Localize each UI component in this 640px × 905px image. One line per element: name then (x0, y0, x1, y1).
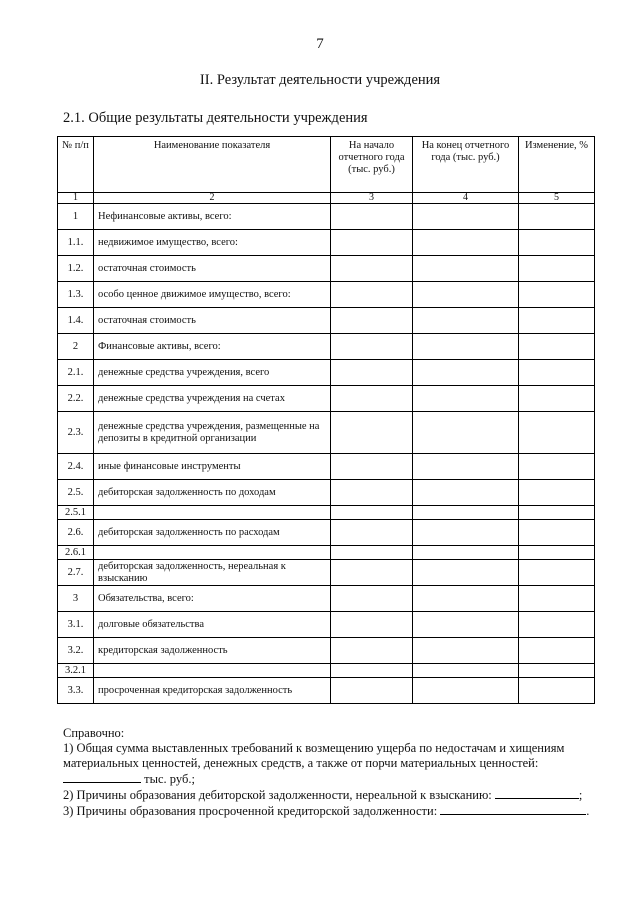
note-1-unit: тыс. руб.; (144, 772, 195, 786)
value-change-cell[interactable] (519, 386, 595, 412)
row-indicator-name: денежные средства учреждения, размещенные на депозиты в кредитной организации (94, 412, 331, 454)
value-start-of-year-cell[interactable] (331, 204, 413, 230)
row-number: 2.5.1 (58, 506, 94, 520)
value-start-of-year-cell[interactable] (331, 638, 413, 664)
table-row (58, 586, 595, 612)
table-row (58, 308, 595, 334)
column-number: 5 (519, 193, 595, 204)
value-start-of-year-cell[interactable] (331, 230, 413, 256)
value-change-cell[interactable] (519, 204, 595, 230)
header-end-of-year: На конец отчетного года (тыс. руб.) (413, 137, 519, 193)
value-start-of-year-cell[interactable] (331, 480, 413, 506)
table-row (58, 546, 595, 560)
note-1-amount-blank[interactable] (63, 771, 141, 783)
value-start-of-year-cell[interactable] (331, 386, 413, 412)
value-start-of-year-cell[interactable] (331, 520, 413, 546)
value-start-of-year-cell[interactable] (331, 664, 413, 678)
results-table (57, 136, 595, 704)
value-end-of-year-cell[interactable] (413, 678, 519, 704)
value-start-of-year-cell[interactable] (331, 546, 413, 560)
value-change-cell[interactable] (519, 546, 595, 560)
header-start-of-year: На начало отчетного года (тыс. руб.) (331, 137, 413, 193)
table-row (58, 664, 595, 678)
note-3-blank[interactable] (440, 803, 586, 815)
value-end-of-year-cell[interactable] (413, 480, 519, 506)
note-1-line-2: материальных ценностей, денежных средств, а также от порчи материальных ценностей: (63, 756, 539, 770)
column-number: 2 (94, 193, 331, 204)
value-end-of-year-cell[interactable] (413, 560, 519, 586)
note-3-text: 3) Причины образования просроченной кредиторской задолженности: (63, 804, 438, 818)
value-end-of-year-cell[interactable] (413, 586, 519, 612)
value-end-of-year-cell[interactable] (413, 638, 519, 664)
row-number: 1 (58, 204, 94, 230)
value-end-of-year-cell[interactable] (413, 230, 519, 256)
row-indicator-name (94, 664, 331, 678)
value-start-of-year-cell[interactable] (331, 360, 413, 386)
column-number: 3 (331, 193, 413, 204)
row-number: 3.2.1 (58, 664, 94, 678)
row-indicator-name: кредиторская задолженность (94, 638, 331, 664)
table-row (58, 412, 595, 454)
row-indicator-name: просроченная кредиторская задолженность (94, 678, 331, 704)
note-2-text: 2) Причины образования дебиторской задолженности, нереальной к взысканию: (63, 788, 492, 802)
value-end-of-year-cell[interactable] (413, 520, 519, 546)
table-row (58, 612, 595, 638)
value-end-of-year-cell[interactable] (413, 204, 519, 230)
column-number-row (58, 193, 595, 204)
value-change-cell[interactable] (519, 454, 595, 480)
header-change: Изменение, % (519, 137, 595, 193)
row-number: 3 (58, 586, 94, 612)
table-row (58, 386, 595, 412)
row-number: 2.1. (58, 360, 94, 386)
row-number: 3.3. (58, 678, 94, 704)
value-start-of-year-cell[interactable] (331, 334, 413, 360)
value-start-of-year-cell[interactable] (331, 256, 413, 282)
row-number: 3.1. (58, 612, 94, 638)
value-change-cell[interactable] (519, 560, 595, 586)
note-1-amount-line (63, 771, 603, 787)
row-indicator-name: дебиторская задолженность по расходам (94, 520, 331, 546)
row-indicator-name (94, 506, 331, 520)
table-row (58, 334, 595, 360)
value-end-of-year-cell[interactable] (413, 386, 519, 412)
row-indicator-name: иные финансовые инструменты (94, 454, 331, 480)
row-number: 2.6.1 (58, 546, 94, 560)
value-start-of-year-cell[interactable] (331, 282, 413, 308)
table-row (58, 360, 595, 386)
value-change-cell[interactable] (519, 480, 595, 506)
row-indicator-name: остаточная стоимость (94, 308, 331, 334)
row-indicator-name: долговые обязательства (94, 612, 331, 638)
row-indicator-name: Финансовые активы, всего: (94, 334, 331, 360)
row-indicator-name: Нефинансовые активы, всего: (94, 204, 331, 230)
subsection-title: 2.1. Общие результаты деятельности учреждения (63, 110, 368, 126)
note-2-end: ; (578, 788, 583, 802)
value-start-of-year-cell[interactable] (331, 612, 413, 638)
value-end-of-year-cell[interactable] (413, 256, 519, 282)
value-change-cell[interactable] (519, 256, 595, 282)
row-number: 2 (58, 334, 94, 360)
value-change-cell[interactable] (519, 230, 595, 256)
row-indicator-name: денежные средства учреждения на счетах (94, 386, 331, 412)
row-number: 2.2. (58, 386, 94, 412)
value-change-cell[interactable] (519, 412, 595, 454)
value-change-cell[interactable] (519, 506, 595, 520)
table-row (58, 454, 595, 480)
table-row (58, 204, 595, 230)
note-3-end: . (586, 804, 590, 818)
page-number: 7 (316, 36, 324, 52)
section-title: II. Результат деятельности учреждения (199, 72, 441, 88)
value-end-of-year-cell[interactable] (413, 664, 519, 678)
value-end-of-year-cell[interactable] (413, 282, 519, 308)
value-change-cell[interactable] (519, 360, 595, 386)
column-number: 1 (58, 193, 94, 204)
value-end-of-year-cell[interactable] (413, 612, 519, 638)
value-change-cell[interactable] (519, 664, 595, 678)
value-end-of-year-cell[interactable] (413, 454, 519, 480)
value-change-cell[interactable] (519, 520, 595, 546)
value-start-of-year-cell[interactable] (331, 506, 413, 520)
row-number: 2.5. (58, 480, 94, 506)
notes-heading: Справочно: (63, 726, 125, 740)
value-change-cell[interactable] (519, 612, 595, 638)
row-indicator-name: недвижимое имущество, всего: (94, 230, 331, 256)
row-indicator-name: дебиторская задолженность, нереальная к взысканию (94, 560, 331, 586)
value-start-of-year-cell[interactable] (331, 308, 413, 334)
value-start-of-year-cell[interactable] (331, 454, 413, 480)
table-body (58, 204, 595, 704)
table-row (58, 282, 595, 308)
note-3 (63, 803, 603, 819)
table-row (58, 678, 595, 704)
table-row (58, 638, 595, 664)
note-2 (63, 787, 603, 803)
row-indicator-name (94, 546, 331, 560)
table-row (58, 256, 595, 282)
value-end-of-year-cell[interactable] (413, 412, 519, 454)
value-change-cell[interactable] (519, 282, 595, 308)
row-indicator-name: дебиторская задолженность по доходам (94, 480, 331, 506)
value-end-of-year-cell[interactable] (413, 360, 519, 386)
row-indicator-name: остаточная стоимость (94, 256, 331, 282)
table-row (58, 520, 595, 546)
header-number: № п/п (58, 137, 94, 193)
note-2-blank[interactable] (495, 787, 579, 799)
row-number: 1.2. (58, 256, 94, 282)
notes-section (63, 726, 603, 819)
table-row (58, 480, 595, 506)
value-change-cell[interactable] (519, 638, 595, 664)
value-start-of-year-cell[interactable] (331, 560, 413, 586)
value-end-of-year-cell[interactable] (413, 506, 519, 520)
row-number: 1.4. (58, 308, 94, 334)
row-indicator-name: денежные средства учреждения, всего (94, 360, 331, 386)
row-number: 2.4. (58, 454, 94, 480)
row-number: 2.6. (58, 520, 94, 546)
table-row (58, 506, 595, 520)
value-change-cell[interactable] (519, 586, 595, 612)
row-indicator-name: Обязательства, всего: (94, 586, 331, 612)
column-number: 4 (413, 193, 519, 204)
value-start-of-year-cell[interactable] (331, 586, 413, 612)
row-number: 3.2. (58, 638, 94, 664)
header-indicator-name: Наименование показателя (94, 137, 331, 193)
value-end-of-year-cell[interactable] (413, 334, 519, 360)
row-indicator-name: особо ценное движимое имущество, всего: (94, 282, 331, 308)
value-end-of-year-cell[interactable] (413, 546, 519, 560)
note-1-line-1: 1) Общая сумма выставленных требований к возмещению ущерба по недостачам и хищениям (63, 741, 565, 755)
value-change-cell[interactable] (519, 678, 595, 704)
row-number: 2.7. (58, 560, 94, 586)
table-row (58, 560, 595, 586)
row-number: 1.1. (58, 230, 94, 256)
table-header-row (58, 137, 595, 193)
value-change-cell[interactable] (519, 308, 595, 334)
row-number: 1.3. (58, 282, 94, 308)
value-start-of-year-cell[interactable] (331, 678, 413, 704)
value-change-cell[interactable] (519, 334, 595, 360)
value-start-of-year-cell[interactable] (331, 412, 413, 454)
table-row (58, 230, 595, 256)
value-end-of-year-cell[interactable] (413, 308, 519, 334)
row-number: 2.3. (58, 412, 94, 454)
